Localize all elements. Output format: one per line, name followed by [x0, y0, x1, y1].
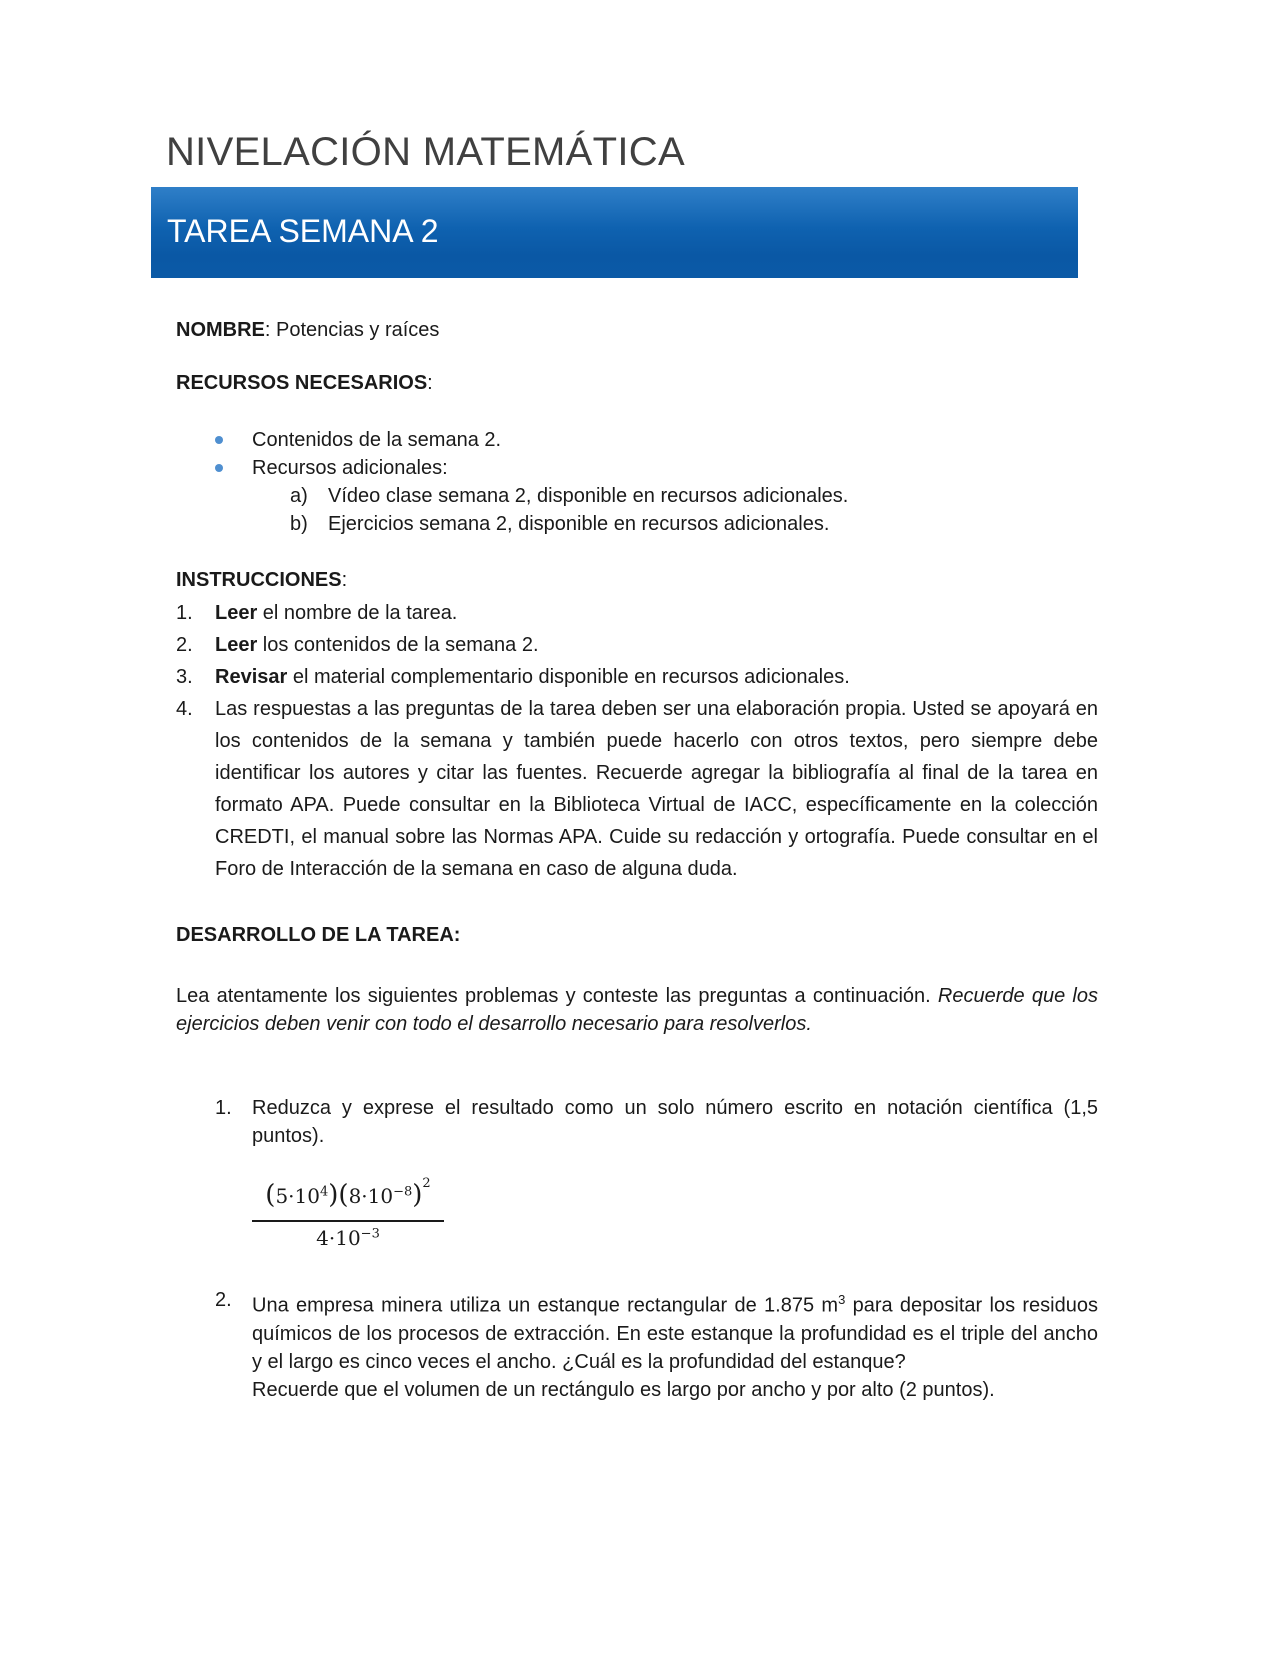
- instruccion-item: [215, 665, 850, 689]
- formula-den-exp: −3: [360, 1226, 380, 1242]
- problema-text-b: para depositar los residuos químicos de los procesos de extracción. En este estanque la profundidad es el triple del ancho y el largo es cinco veces el ancho. ¿Cuál es la profundidad del estanque?: [252, 1294, 1098, 1373]
- problema-text: [252, 1286, 1098, 1404]
- instruccion-number: 4.: [176, 698, 193, 720]
- nombre-sep: :: [264, 319, 271, 341]
- formula-exp-a: 4: [319, 1184, 329, 1200]
- recursos-subitem-marker: a): [290, 485, 308, 507]
- formula-denominator: [252, 1226, 444, 1250]
- desarrollo-heading: DESARROLLO DE LA TAREA:: [176, 924, 461, 946]
- formula-paren: ): [412, 1180, 423, 1210]
- problema-text-a: Una empresa minera utiliza un estanque rectangular de 1.875 m: [252, 1294, 839, 1317]
- instruccion-item: [215, 633, 539, 657]
- formula-exp-b: −8: [393, 1184, 413, 1200]
- problema-text: Reduzca y exprese el resultado como un solo número escrito en notación científica (1,5 puntos).: [252, 1097, 1098, 1147]
- problema-number: 2.: [215, 1289, 232, 1311]
- formula-outer-exp: 2: [422, 1176, 431, 1192]
- desarrollo-intro-italic: Recuerde que los ejercicios deben venir con todo el desarrollo necesario para resolverlos.: [176, 985, 1098, 1035]
- banner-title: TAREA SEMANA 2: [167, 213, 439, 249]
- desarrollo-intro-text: Lea atentamente los siguientes problemas y conteste las preguntas a continuación.: [176, 985, 938, 1007]
- instruccion-rest: el material complementario disponible en recursos adicionales.: [287, 666, 850, 688]
- title-banner: [151, 187, 1078, 278]
- problema-sup: 3: [838, 1292, 846, 1307]
- instruccion-paragraph: Las respuestas a las preguntas de la tarea deben ser una elaboración propia. Usted se apoyará en los contenidos de la semana y también puede hacerlo con otros textos, pero siempre debe identificar los autores y citar las fuentes. Recuerde agregar la bibliografía al final de la tarea en formato APA. Puede consultar en la Biblioteca Virtual de IACC, específicamente en la colección CREDTI, el manual sobre las Normas APA. Cuide su redacción y ortografía. Puede consultar en el Foro de Interacción de la semana en caso de alguna duda.: [215, 698, 1098, 880]
- nombre-label: NOMBRE: [176, 319, 265, 341]
- instruccion-number: 1.: [176, 602, 193, 624]
- instruccion-item: [215, 601, 457, 625]
- formula-paren: (: [265, 1180, 276, 1210]
- instruccion-number: 3.: [176, 666, 193, 688]
- instruccion-bold: Leer: [215, 602, 258, 624]
- recursos-sep: :: [427, 372, 433, 394]
- recursos-subitem: Vídeo clase semana 2, disponible en recursos adicionales.: [328, 485, 849, 507]
- instrucciones-heading: [176, 568, 347, 592]
- instruccion-rest: los contenidos de la semana 2.: [257, 634, 539, 656]
- nombre-line: [176, 318, 439, 342]
- problema-text-c: Recuerde que el volumen de un rectángulo es largo por ancho y por alto (2 puntos).: [252, 1378, 995, 1401]
- recursos-subitem-marker: b): [290, 513, 308, 535]
- recursos-item: Recursos adicionales:: [252, 457, 448, 479]
- recursos-subitem: Ejercicios semana 2, disponible en recursos adicionales.: [328, 513, 830, 535]
- formula-den-term: 4·10: [316, 1226, 361, 1250]
- instruccion-bold: Revisar: [215, 666, 288, 688]
- instrucciones-sep: :: [341, 569, 348, 591]
- instrucciones-label: INSTRUCCIONES: [176, 569, 342, 591]
- formula-term-a: 5·10: [275, 1184, 320, 1208]
- bullet-icon: [215, 464, 223, 472]
- formula-paren: )(: [328, 1180, 349, 1210]
- problema-number: 1.: [215, 1097, 232, 1119]
- recursos-label: RECURSOS NECESARIOS: [176, 372, 428, 394]
- instruccion-rest: el nombre de la tarea.: [257, 602, 458, 624]
- formula: [252, 1176, 444, 1250]
- instruccion-number: 2.: [176, 634, 193, 656]
- instruccion-bold: Leer: [215, 634, 258, 656]
- desarrollo-intro: [176, 982, 1098, 1038]
- formula-fraction-bar: [252, 1220, 444, 1222]
- formula-numerator: [252, 1176, 444, 1210]
- nombre-value: Potencias y raíces: [276, 319, 440, 341]
- course-title: NIVELACIÓN MATEMÁTICA: [166, 130, 685, 174]
- recursos-heading: [176, 371, 433, 395]
- bullet-icon: [215, 436, 223, 444]
- recursos-item: Contenidos de la semana 2.: [252, 429, 502, 451]
- formula-term-b: 8·10: [348, 1184, 394, 1208]
